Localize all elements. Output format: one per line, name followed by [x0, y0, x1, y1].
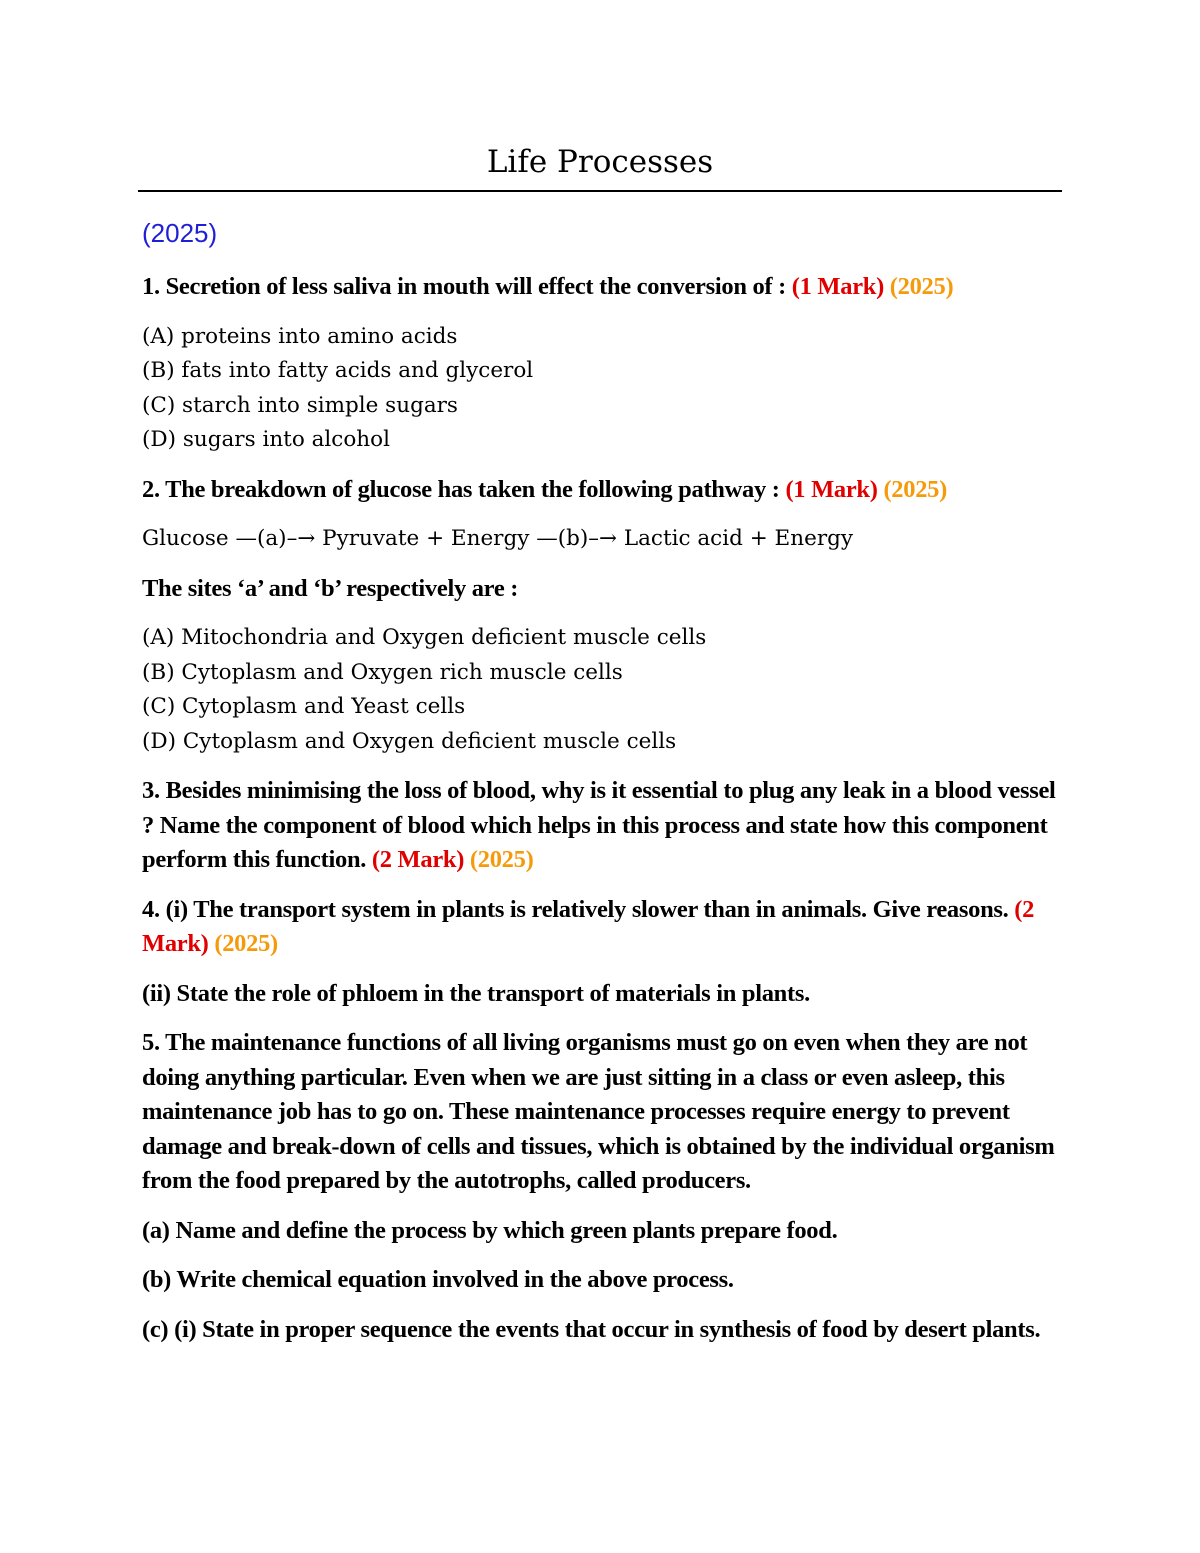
question-list	[142, 216, 1067, 1362]
question-1-year: (2025)	[889, 273, 954, 300]
question-4-year: (2025)	[214, 930, 278, 957]
question-2-option-c: (C) Cytoplasm and Yeast cells	[142, 694, 466, 719]
question-2-option-a: (A) Mitochondria and Oxygen deficient muscle cells	[142, 625, 707, 650]
question-5-part-b: (b) Write chemical equation involved in the above process.	[142, 1266, 734, 1293]
question-3-text: 3. Besides minimising the loss of blood, why is it essential to plug any leak in a blood vessel ? Name the component of blood which helps in this process and state how this component perform this function.	[142, 777, 1056, 873]
question-1-text: 1. Secretion of less saliva in mouth will effect the conversion of :	[142, 273, 792, 300]
question-3-year: (2025)	[469, 846, 534, 873]
question-1-option-c: (C) starch into simple sugars	[142, 392, 458, 418]
question-1-option-b: (B) fats into fatty acids and glycerol	[142, 358, 534, 383]
question-4-mark: (2 Mark)	[142, 895, 1035, 957]
question-2-option-b: (B) Cytoplasm and Oxygen rich muscle cells	[142, 659, 623, 685]
question-2	[142, 473, 1067, 508]
question-2-subquestion: The sites ‘a’ and ‘b’ respectively are :	[142, 574, 519, 602]
question-1	[142, 270, 1067, 305]
question-1-option-d: (D) sugars into alcohol	[142, 427, 390, 452]
question-1-options	[142, 320, 1067, 458]
question-2-equation: Glucose —(a)–→ Pyruvate + Energy —(b)–→ Lactic acid + Energy	[142, 526, 854, 551]
question-2-options	[142, 621, 1067, 759]
question-2-option-d: (D) Cytoplasm and Oxygen deficient muscle cells	[142, 728, 677, 754]
question-3-mark: (2 Mark)	[371, 846, 465, 873]
question-2-mark: (1 Mark)	[785, 475, 878, 503]
question-5-part-a: (a) Name and define the process by which green plants prepare food.	[142, 1216, 838, 1244]
page-title: Life Processes	[486, 144, 714, 180]
question-1-option-a: (A) proteins into amino acids	[142, 323, 458, 349]
year-heading: (2025)	[142, 218, 218, 248]
question-4-part-2: (ii) State the role of phloem in the transport of materials in plants.	[142, 979, 810, 1007]
question-4	[142, 893, 1067, 962]
question-2-text: 2. The breakdown of glucose has taken the following pathway :	[142, 475, 786, 503]
question-5-part-c: (c) (i) State in proper sequence the events that occur in synthesis of food by desert plants.	[142, 1315, 1041, 1343]
title-divider	[138, 190, 1062, 192]
question-4-text: 4. (i) The transport system in plants is relatively slower than in animals. Give reasons.	[142, 895, 1015, 923]
question-2-year: (2025)	[883, 475, 947, 503]
question-1-mark: (1 Mark)	[791, 273, 884, 300]
question-5: 5. The maintenance functions of all living organisms must go on even when they are not doing anything particular. Even when we are just sitting in a class or even asleep, this maintenance job has to go on. These maintenance processes require energy to prevent damage and break-down of cells and tissues, which is obtained by the individual organism from the food prepared by the autotrophs, called producers.	[142, 1029, 1055, 1194]
question-3	[142, 774, 1067, 878]
